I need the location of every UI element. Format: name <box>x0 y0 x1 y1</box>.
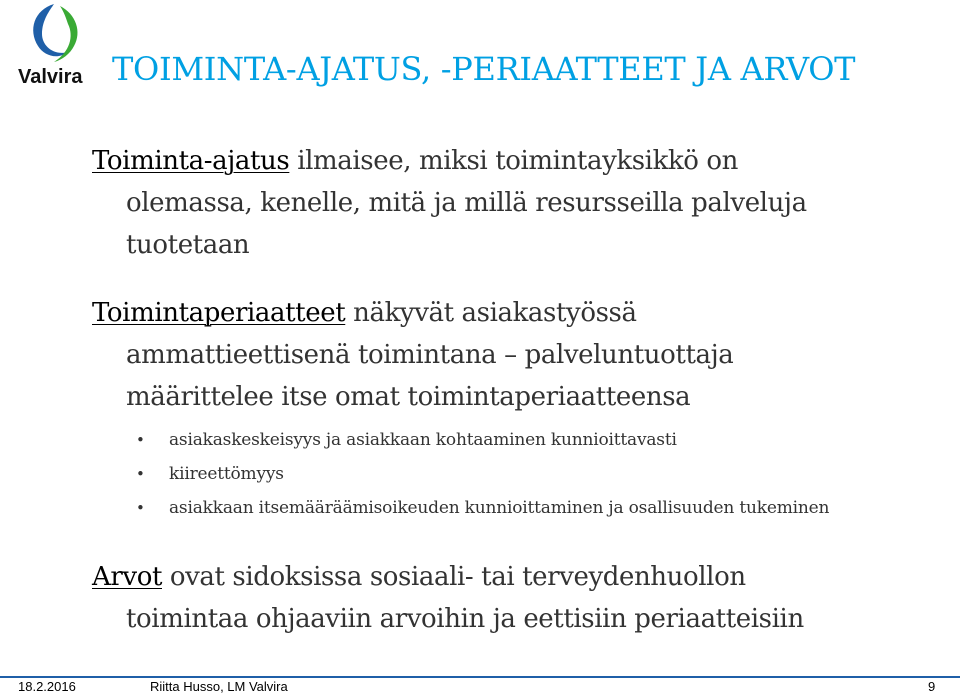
paragraph-toiminta-ajatus <box>92 140 807 266</box>
valvira-logo <box>14 2 94 92</box>
page-number: 9 <box>928 679 936 694</box>
principles-list <box>136 426 936 528</box>
term-toimintaperiaatteet: Toimintaperiaatteet <box>92 298 346 328</box>
logo-text: Valvira <box>18 66 83 88</box>
valvira-leaf-icon <box>24 2 84 66</box>
paragraph-toimintaperiaatteet <box>92 292 733 418</box>
paragraph-line: tuotetaan <box>126 230 250 260</box>
slide-title: TOIMINTA-AJATUS, -PERIAATTEET JA ARVOT <box>112 50 856 88</box>
paragraph-arvot <box>92 556 804 640</box>
paragraph-line: ammattieettisenä toimintana – palveluntuottaja <box>126 340 734 370</box>
bullet-icon: • <box>136 465 145 483</box>
footer-author: Riitta Husso, LM Valvira <box>150 679 288 694</box>
bullet-icon: • <box>136 431 145 449</box>
term-arvot: Arvot <box>92 562 162 592</box>
paragraph-line: toimintaa ohjaaviin arvoihin ja eettisiin periaatteisiin <box>126 604 804 634</box>
paragraph-text: ilmaisee, miksi toimintayksikkö on <box>289 146 739 176</box>
bullet-icon: • <box>136 499 145 517</box>
footer-divider <box>0 676 960 678</box>
term-toiminta-ajatus: Toiminta-ajatus <box>92 146 290 176</box>
paragraph-text: ovat sidoksissa sosiaali- tai terveydenhuollon <box>162 562 746 592</box>
paragraph-text: näkyvät asiakastyössä <box>345 298 637 328</box>
footer-date: 18.2.2016 <box>18 679 76 694</box>
list-item: • asiakkaan itsemääräämisoikeuden kunnioittaminen ja osallisuuden tukeminen <box>136 494 936 522</box>
paragraph-line: määrittelee itse omat toimintaperiaatteensa <box>126 382 691 412</box>
list-item: • asiakaskeskeisyys ja asiakkaan kohtaaminen kunnioittavasti <box>136 426 936 454</box>
list-item: • kiireettömyys <box>136 460 936 488</box>
paragraph-line: olemassa, kenelle, mitä ja millä resursseilla palveluja <box>126 188 807 218</box>
